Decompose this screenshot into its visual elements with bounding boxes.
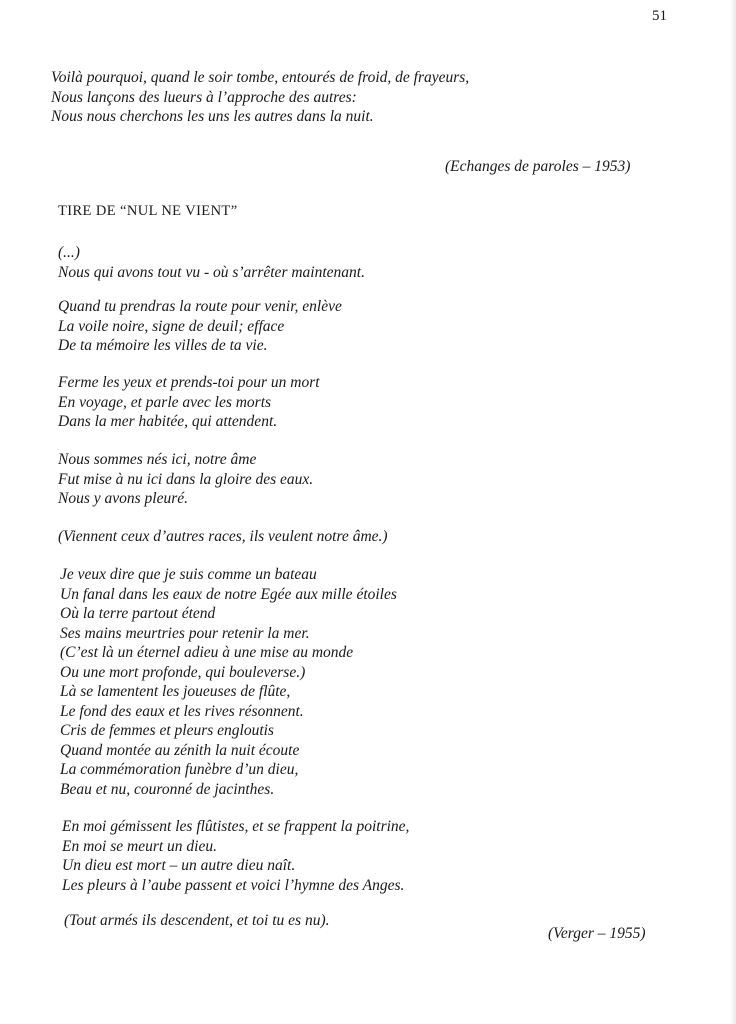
- poem-line: Le fond des eaux et les rives résonnent.: [60, 702, 304, 720]
- poem-line: Nous sommes nés ici, notre âme: [58, 451, 257, 468]
- poem-line: Où la terre partout étend: [60, 605, 216, 622]
- poem-line: Un fanal dans les eaux de notre Egée aux mille étoiles: [60, 585, 397, 603]
- poem-line: La voile noire, signe de deuil; efface: [58, 317, 285, 335]
- poem-line: La commémoration funèbre d’un dieu,: [60, 761, 299, 778]
- intro-stanza: [51, 68, 469, 127]
- poem-line: Ferme les yeux et prends-toi pour un mort: [58, 374, 320, 391]
- poem-line: Quand tu prendras la route pour venir, enlève: [58, 298, 342, 315]
- poem-line: Je veux dire que je suis comme un bateau: [60, 566, 317, 583]
- stanza-2: [58, 297, 342, 356]
- source-citation-1: (Echanges de paroles – 1953): [445, 158, 631, 175]
- poem-line: Fut mise à nu ici dans la gloire des eaux.: [58, 470, 314, 488]
- poem-line: En moi se meurt un dieu.: [62, 837, 217, 855]
- poem-line: Cris de femmes et pleurs engloutis: [60, 722, 274, 739]
- stanza-3: [58, 373, 320, 432]
- poem-line: Nous lançons des lueurs à l’approche des autres:: [51, 88, 357, 106]
- poem-line: De ta mémoire les villes de ta vie.: [58, 337, 268, 354]
- stanza-6: [60, 565, 397, 799]
- section-heading: TIRE DE “NUL NE VIENT”: [58, 203, 238, 219]
- page-number: 51: [652, 8, 667, 24]
- poem-line: Nous y avons pleuré.: [58, 490, 189, 507]
- poem-line: Nous qui avons tout vu - où s’arrêter maintenant.: [58, 263, 365, 281]
- poem-line: Quand montée au zénith la nuit écoute: [60, 741, 300, 759]
- opening-lines: [58, 243, 365, 282]
- poem-line: (C’est là un éternel adieu à une mise au monde: [60, 644, 354, 661]
- closing-line: (Tout armés ils descendent, et toi tu es nu).: [64, 912, 330, 929]
- page-edge-shadow: [730, 0, 736, 1024]
- poem-line: Dans la mer habitée, qui attendent.: [58, 413, 278, 430]
- poem-line: En moi gémissent les flûtistes, et se frappent la poitrine,: [62, 818, 410, 835]
- ellipsis-line: (...): [58, 244, 80, 261]
- poem-line: Ses mains meurtries pour retenir la mer.: [60, 624, 310, 642]
- stanza-4: [58, 450, 313, 509]
- stanza-7: [62, 817, 409, 895]
- stanza-5: [58, 527, 388, 547]
- poem-line: Là se lamentent les joueuses de flûte,: [60, 683, 291, 700]
- poem-line: Ou une mort profonde, qui bouleverse.): [60, 663, 306, 681]
- poem-line: (Viennent ceux d’autres races, ils veulent notre âme.): [58, 528, 388, 545]
- poem-line: Voilà pourquoi, quand le soir tombe, entourés de froid, de frayeurs,: [51, 69, 470, 86]
- poem-line: En voyage, et parle avec les morts: [58, 393, 272, 411]
- poem-line: Beau et nu, couronné de jacinthes.: [60, 780, 275, 798]
- poem-line: Nous nous cherchons les uns les autres dans la nuit.: [51, 108, 374, 125]
- poem-line: Un dieu est mort – un autre dieu naît.: [62, 857, 296, 874]
- source-citation-2: (Verger – 1955): [548, 925, 646, 942]
- poem-line: Les pleurs à l’aube passent et voici l’hymne des Anges.: [62, 876, 405, 894]
